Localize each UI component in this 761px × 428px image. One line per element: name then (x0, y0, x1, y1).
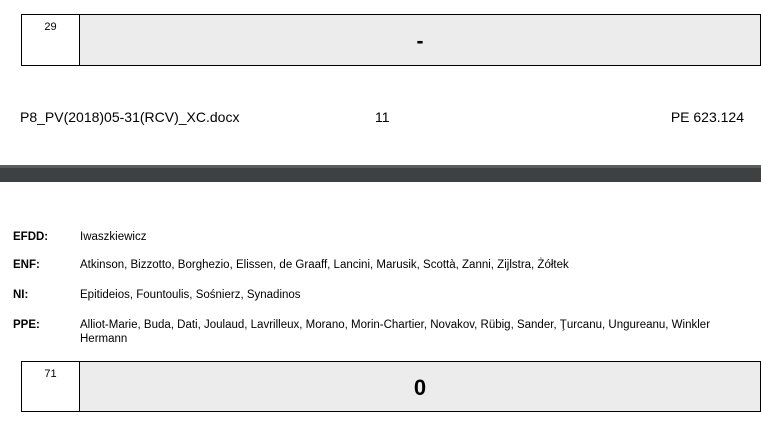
group-label: NI: (13, 289, 29, 301)
footer-reference: PE 623.124 (670, 109, 744, 125)
page-separator (0, 165, 761, 182)
vote-count-value: 0 (80, 362, 760, 411)
vote-count-box-top (21, 14, 761, 66)
group-label: EFDD: (13, 231, 49, 243)
group-label: ENF: (13, 259, 40, 271)
vote-count-number: 29 (22, 15, 80, 65)
page-footer (20, 109, 744, 127)
footer-page-number: 11 (375, 109, 390, 125)
vote-count-box-bottom (21, 361, 761, 412)
group-members: Iwaszkiewicz (80, 231, 147, 243)
vote-count-value: - (80, 15, 760, 65)
vote-count-number: 71 (22, 362, 80, 411)
group-label: PPE: (13, 319, 40, 331)
group-members: Alliot-Marie, Buda, Dati, Joulaud, Lavrilleux, Morano, Morin-Chartier, Novakov, Rübig, Sander, Ţurcanu, Ungureanu, Winkler Hermann (80, 319, 711, 345)
footer-document-name: P8_PV(2018)05-31(RCV)_XC.docx (20, 109, 240, 125)
page-separator-shade (0, 165, 761, 168)
group-members: Epitideios, Fountoulis, Sośnierz, Synadinos (80, 289, 301, 301)
group-members: Atkinson, Bizzotto, Borghezio, Elissen, de Graaff, Lancini, Marusik, Scottà, Zanni, Zijlstra, Żółtek (80, 259, 569, 271)
